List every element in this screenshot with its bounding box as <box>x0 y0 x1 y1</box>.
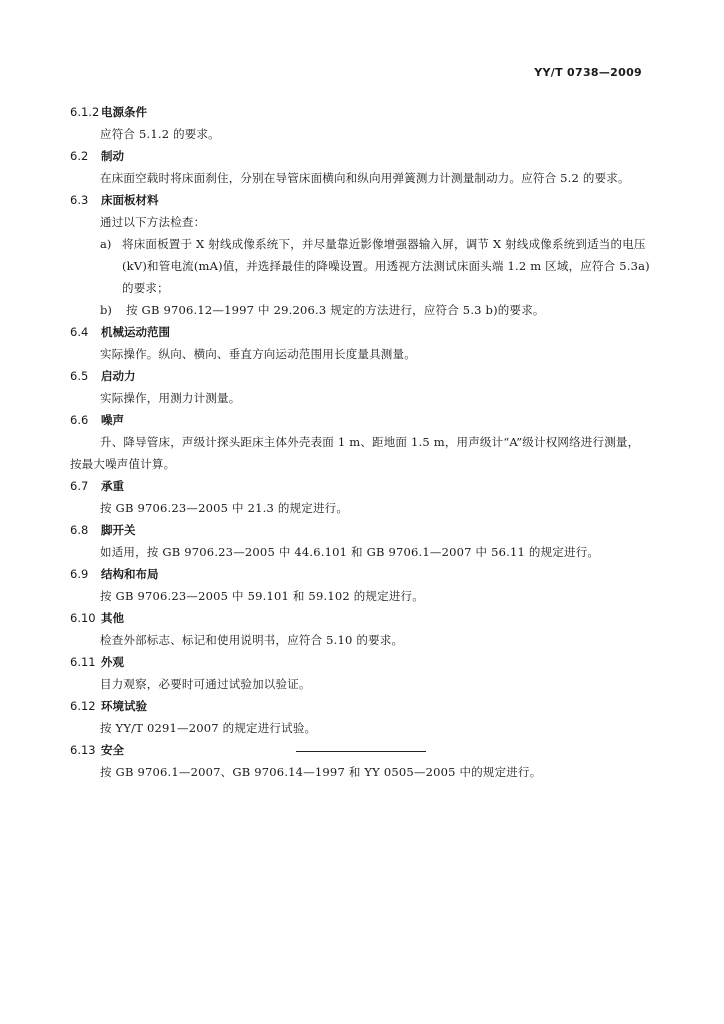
section-heading: 6.2 制动 <box>70 149 124 163</box>
section-6-10 <box>70 607 650 651</box>
section-text: 如适用，按 GB 9706.23—2005 中 44.6.101 和 GB 9706.1—2007 中 56.11 的规定进行。 <box>100 545 600 559</box>
section-heading: 6.10 其他 <box>70 611 124 625</box>
section-heading: 6.3 床面板材料 <box>70 193 159 207</box>
section-6-8 <box>70 519 650 563</box>
section-text: 在床面空载时将床面刹住，分别在导管床面横向和纵向用弹簧测力计测量制动力。应符合 5.2 的要求。 <box>100 171 630 185</box>
section-text: 实际操作，用测力计测量。 <box>100 391 241 405</box>
section-6-11 <box>70 651 650 695</box>
section-text: 检查外部标志、标记和使用说明书，应符合 5.10 的要求。 <box>100 633 404 647</box>
document-number: YY/T 0738—2009 <box>534 66 642 79</box>
section-6-3 <box>70 189 650 321</box>
section-heading: 6.5 启动力 <box>70 369 136 383</box>
section-6-13 <box>70 739 650 783</box>
section-6-4 <box>70 321 650 365</box>
section-heading: 6.7 承重 <box>70 479 124 493</box>
list-item-b: b) 按 GB 9706.12—1997 中 29.206.3 规定的方法进行，应符合 5.3 b)的要求。 <box>100 303 545 317</box>
section-text: 按 GB 9706.23—2005 中 21.3 的规定进行。 <box>100 501 349 515</box>
section-text: 应符合 5.1.2 的要求。 <box>100 127 220 141</box>
section-6-5 <box>70 365 650 409</box>
section-heading: 6.12 环境试验 <box>70 699 147 713</box>
section-heading: 6.4 机械运动范围 <box>70 325 170 339</box>
section-text: 按 YY/T 0291—2007 的规定进行试验。 <box>100 721 317 735</box>
section-6-6 <box>70 409 650 475</box>
section-6-9 <box>70 563 650 607</box>
end-of-document-line <box>296 751 426 752</box>
section-6-7 <box>70 475 650 519</box>
section-6-2 <box>70 145 650 189</box>
section-heading: 6.11 外观 <box>70 655 124 669</box>
section-text: 升、降导管床，声级计探头距床主体外壳表面 1 m、距地面 1.5 m，用声级计“A”级计权网络进行测量，按最大噪声值计算。 <box>70 435 640 471</box>
list-item-a: a) 将床面板置于 X 射线成像系统下，并尽量靠近影像增强器输入屏，调节 X 射线成像系统到适当的电压(kV)和管电流(mA)值，并选择最佳的降噪设置。用透视方法测试床面头端 1.2 m 区域，应符合 5.3a)的要求； <box>100 237 650 295</box>
section-6-1-2 <box>70 101 650 145</box>
section-text: 按 GB 9706.1—2007、GB 9706.14—1997 和 YY 0505—2005 中的规定进行。 <box>100 765 542 779</box>
section-heading: 6.1.2 电源条件 <box>70 105 147 119</box>
section-heading: 6.8 脚开关 <box>70 523 136 537</box>
section-heading: 6.6 噪声 <box>70 413 124 427</box>
section-text: 按 GB 9706.23—2005 中 59.101 和 59.102 的规定进行。 <box>100 589 424 603</box>
section-heading: 6.9 结构和布局 <box>70 567 159 581</box>
section-text: 目力观察，必要时可通过试验加以验证。 <box>100 677 311 691</box>
section-heading: 6.13 安全 <box>70 743 124 757</box>
section-text: 通过以下方法检查： <box>100 215 206 229</box>
section-text: 实际操作。纵向、横向、垂直方向运动范围用长度量具测量。 <box>100 347 416 361</box>
section-6-12 <box>70 695 650 739</box>
document-body <box>70 101 650 783</box>
